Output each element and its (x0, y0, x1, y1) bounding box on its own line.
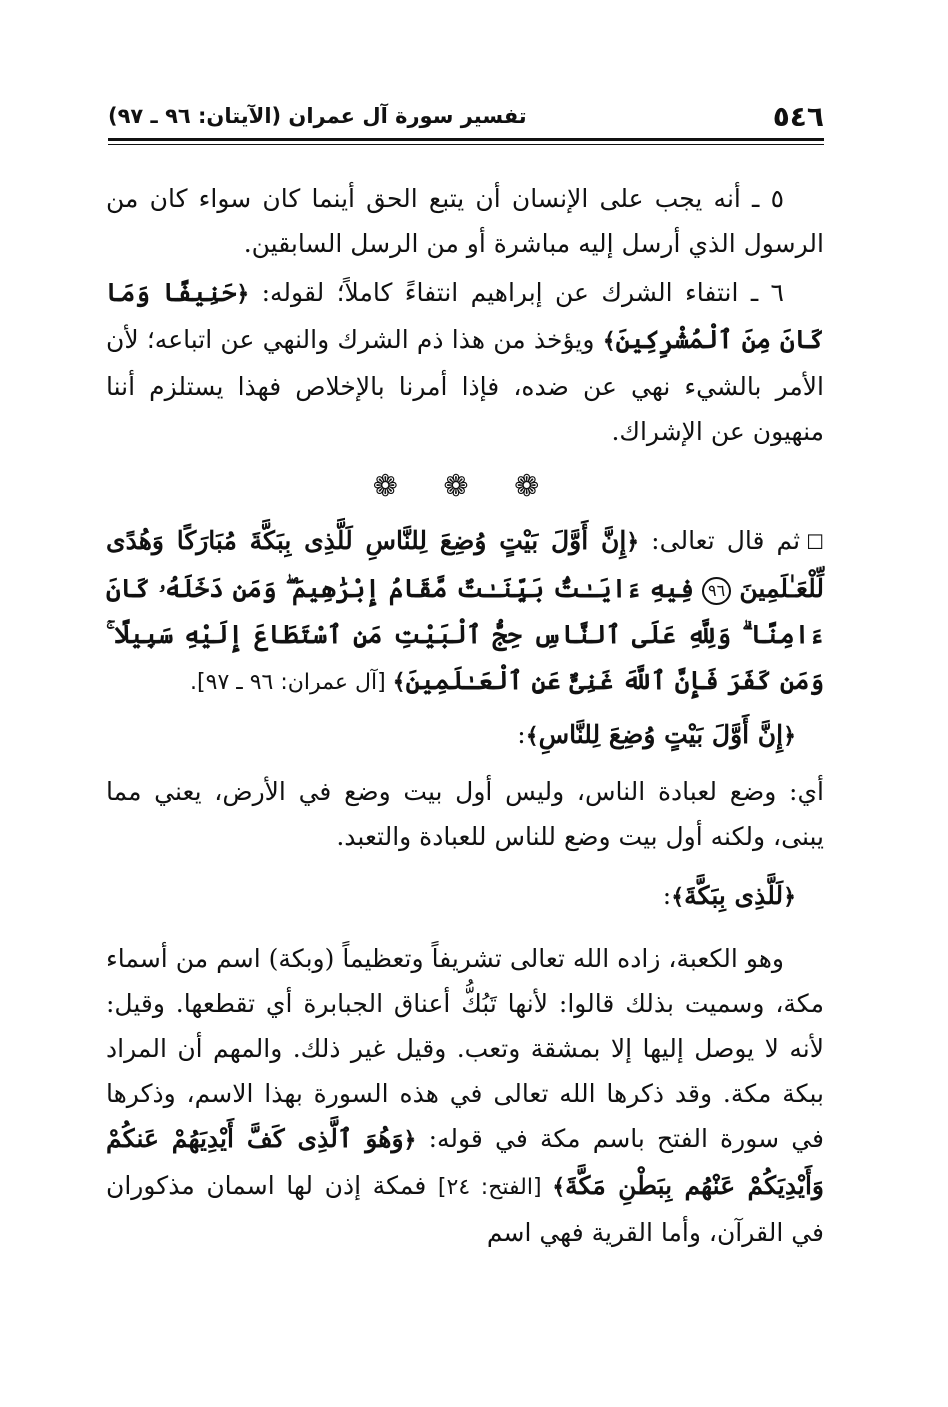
sub-heading-1-quote: إِنَّ أَوَّلَ بَيْتٍ وُضِعَ لِلنَّاسِ (538, 720, 784, 749)
quran-open-bracket: ﴿ (626, 530, 640, 555)
quran-close-bracket: ﴾ (552, 1175, 566, 1200)
quran-quote-fath: وَهُوَ ٱلَّذِى كَفَّ أَيْدِيَهُمْ عَنكُمْ وَأَيْدِيَكُمْ عَنْهُم بِبَطْنِ مَكَّةَ (106, 1124, 824, 1200)
fath-reference: [الفتح: ٢٤] (437, 1175, 553, 1200)
header-rule (108, 138, 824, 141)
explanation-2-text-b: فمكة إذن لها اسمان مذكوران في القرآن، وأما القرية فهي اسم (106, 1171, 824, 1247)
quran-open-bracket: ﴿ (403, 1128, 417, 1153)
quran-close-bracket: ﴾ (525, 724, 539, 749)
quran-verse-96: إِنَّ أَوَّلَ بَيْتٍ وُضِعَ لِلنَّاسِ لَلَّذِى بِبَكَّةَ مُبَارَكًا وَهُدًى لِّلْعَـٰلَمِينَ (106, 526, 824, 603)
explanation-2 (106, 936, 824, 1255)
explanation-2-text-a: وهو الكعبة، زاده الله تعالى تشريفاً وتعظيماً (وبكة) اسم من أسماء مكة، وسميت بذلك قالوا: لأنها تَبُكُّ أعناق الجبابرة أي تقطعها. وقيل: لأنه لا يوصل إليها إلا بمشقة وتعب. وقيل غير ذلك. والمهم أن المراد ببكة مكة. وقد ذكرها الله تعالى في هذه السورة بهذا الاسم، وذكرها في سورة الفتح باسم مكة في قوله: (106, 944, 824, 1153)
paragraph-point-5: ٥ ـ أنه يجب على الإنسان أن يتبع الحق أينما كان سواء كان من الرسول الذي أرسل إليه مباشرة أو من الرسل السابقين. (106, 184, 824, 258)
quran-open-bracket: ﴿ (236, 282, 250, 307)
sub-heading-verse-1 (106, 712, 824, 759)
ayah-number-marker: ٩٦ (702, 577, 731, 605)
point-6-intro: ٦ ـ انتفاء الشرك عن إبراهيم انتفاءً كاملاً؛ لقوله: (249, 278, 784, 307)
section-separator: ❁ ❁ ❁ (372, 469, 558, 504)
page-number: ٥٤٦ (772, 99, 824, 133)
running-title: تفسير سورة آل عمران (الآيتان: ٩٦ ـ ٩٧) (108, 104, 527, 128)
square-marker-icon: ☐ (806, 530, 824, 554)
quran-close-bracket: ﴾ (602, 329, 616, 354)
paragraph-point-6 (106, 270, 824, 454)
header-rule-thin (108, 144, 824, 145)
sub-heading-1-colon: : (517, 720, 526, 749)
verse-reference: [آل عمران: ٩٦ ـ ٩٧]. (190, 670, 393, 695)
sub-heading-2-colon: : (662, 881, 672, 910)
quran-close-bracket: ﴾ (671, 885, 685, 910)
sub-heading-verse-2 (106, 873, 824, 920)
page-body (106, 176, 824, 1255)
quran-open-bracket: ﴿ (783, 885, 796, 910)
verse-section (106, 518, 824, 706)
quran-close-bracket: ﴾ (392, 670, 406, 695)
verse-intro: ثم قال تعالى: (639, 526, 801, 555)
page-header (108, 96, 824, 136)
quran-open-bracket: ﴿ (783, 724, 796, 749)
quran-verse-97: فِيهِ ءَايَـٰتٌۢ بَيِّنَـٰتٌ مَّقَامُ إِبْرَٰهِيمَ ۖ وَمَن دَخَلَهُۥ كَانَ ءَامِنًا ۗ وَلِلَّهِ عَلَى ٱلنَّاسِ حِجُّ ٱلْبَيْتِ مَنِ ٱسْتَطَاعَ إِلَيْهِ سَبِيلًا ۚ وَمَن كَفَرَ فَإِنَّ ٱللَّهَ غَنِىٌّ عَنِ ٱلْعَـٰلَمِينَ (106, 574, 824, 695)
quran-quote: حَنِيفًا وَمَا كَانَ مِنَ ٱلْمُشْرِكِينَ (106, 278, 825, 354)
explanation-1: أي: وضع لعبادة الناس، وليس أول بيت وضع في الأرض، يعني مما يبنى، ولكنه أول بيت وضع للناس للعبادة والتعبد. (106, 777, 824, 851)
point-6-explanation: ويؤخذ من هذا ذم الشرك والنهي عن اتباعه؛ لأن الأمر بالشيء نهي عن ضده، فإذا أمرنا بالإخلاص فهذا يستلزم أننا منهيون عن الإشراك. (106, 325, 824, 446)
sub-heading-2-quote: لَلَّذِى بِبَكَّةَ (684, 881, 784, 910)
